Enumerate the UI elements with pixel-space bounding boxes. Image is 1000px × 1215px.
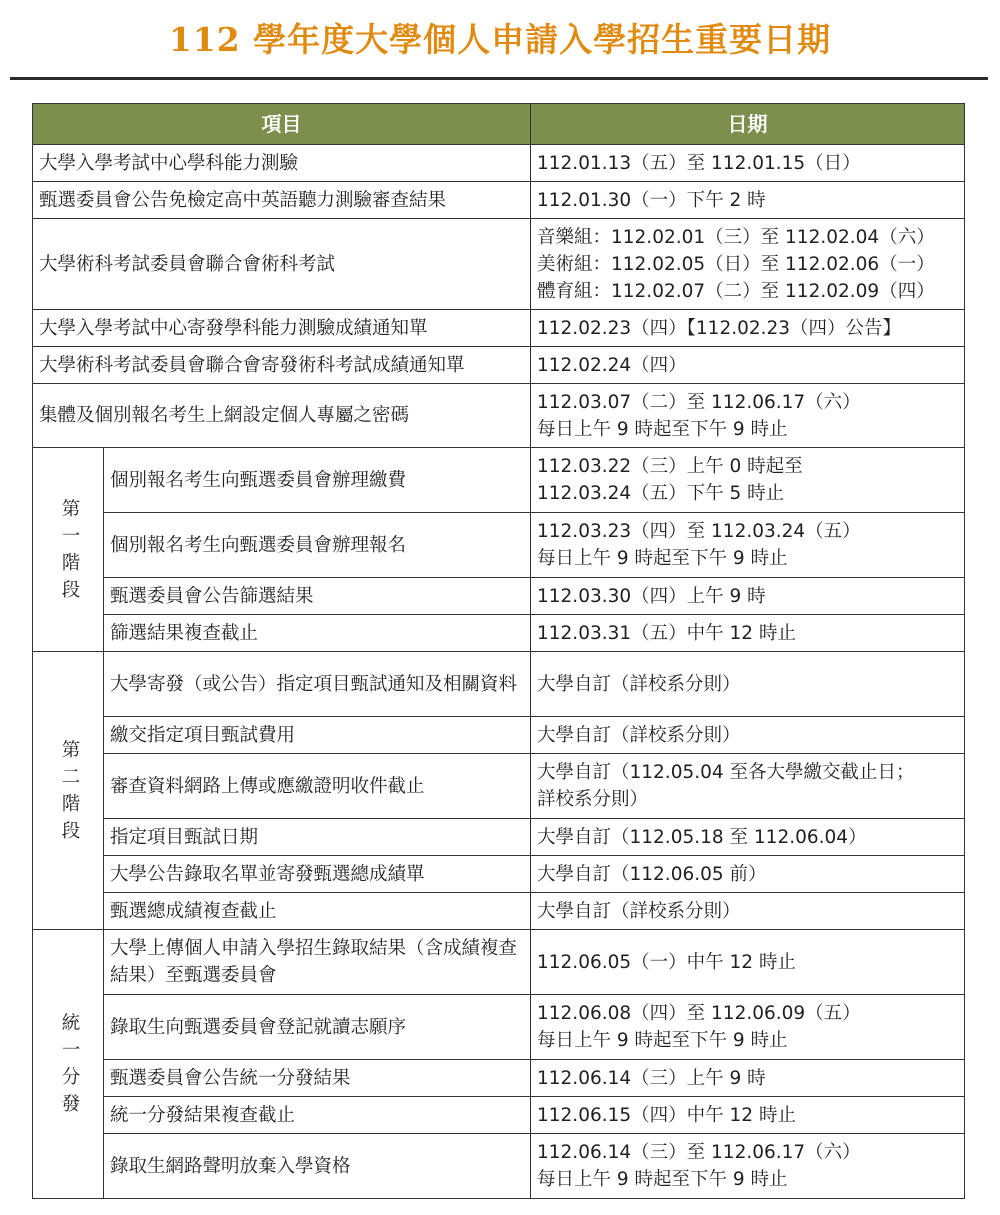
date-cell xyxy=(531,513,965,578)
date-cell xyxy=(531,145,965,182)
date-cell xyxy=(531,819,965,856)
table-row xyxy=(33,1134,965,1199)
table-row xyxy=(33,513,965,578)
date-line: 112.06.05（一）中午 12 時止 xyxy=(537,951,796,973)
date-cell xyxy=(531,384,965,448)
item-cell: 篩選結果複查截止 xyxy=(104,615,531,652)
date-cell xyxy=(531,310,965,347)
date-line: 112.01.30（一）下午 2 時 xyxy=(537,189,766,211)
table-row xyxy=(33,856,965,893)
phase-label xyxy=(33,930,104,1199)
date-line: 大學自訂（112.05.04 至各大學繳交截止日； xyxy=(537,762,915,783)
table-row xyxy=(33,1060,965,1097)
item-cell: 個別報名考生向甄選委員會辦理報名 xyxy=(104,513,531,578)
date-line: 112.02.23（四）【112.02.23（四）公告】 xyxy=(537,317,902,339)
date-line: 112.03.31（五）中午 12 時止 xyxy=(537,622,796,644)
item-cell: 個別報名考生向甄選委員會辦理繳費 xyxy=(104,448,531,513)
date-cell xyxy=(531,578,965,615)
date-line: 每日上午 9 時起至下午 9 時止 xyxy=(537,1030,788,1051)
phase-label xyxy=(33,448,104,652)
date-line: 112.02.24（四） xyxy=(537,354,687,376)
item-cell: 錄取生向甄選委員會登記就讀志願序 xyxy=(104,995,531,1060)
item-cell: 大學上傳個人申請入學招生錄取結果（含成績複查結果）至甄選委員會 xyxy=(104,930,531,995)
table-row xyxy=(33,448,965,513)
item-cell: 統一分發結果複查截止 xyxy=(104,1097,531,1134)
phase-label-text: 第二階段 xyxy=(61,739,81,842)
date-cell xyxy=(531,219,965,310)
date-cell xyxy=(531,347,965,384)
date-line: 112.03.07（二）至 112.06.17（六） xyxy=(537,391,861,413)
date-line: 112.06.08（四）至 112.06.09（五） xyxy=(537,1003,861,1024)
date-line: 112.06.14（三）上午 9 時 xyxy=(537,1067,766,1089)
header-item: 項目 xyxy=(33,104,531,145)
date-line: 112.06.15（四）中午 12 時止 xyxy=(537,1104,796,1126)
page-title: 112 學年度大學個人申請入學招生重要日期 xyxy=(168,20,832,59)
date-line: 112.06.14（三）至 112.06.17（六） xyxy=(537,1142,861,1163)
schedule-table xyxy=(32,103,965,1199)
table-row xyxy=(33,347,965,384)
date-line: 每日上午 9 時起至下午 9 時止 xyxy=(537,418,788,440)
item-cell: 集體及個別報名考生上網設定個人專屬之密碼 xyxy=(33,384,531,448)
item-cell: 繳交指定項目甄試費用 xyxy=(104,717,531,754)
date-line: 112.03.24（五）下午 5 時止 xyxy=(537,483,785,504)
date-cell xyxy=(531,1097,965,1134)
schedule-body xyxy=(33,145,965,1199)
date-line: 112.01.13（五）至 112.01.15（日） xyxy=(537,152,861,174)
date-cell xyxy=(531,1060,965,1097)
item-cell: 甄選委員會公告免檢定高中英語聽力測驗審查結果 xyxy=(33,182,531,219)
date-cell xyxy=(531,856,965,893)
date-line: 音樂組：112.02.01（三）至 112.02.04（六） xyxy=(537,226,935,248)
item-cell: 甄選委員會公告統一分發結果 xyxy=(104,1060,531,1097)
date-line: 112.03.22（三）上午 0 時起至 xyxy=(537,456,803,477)
title-divider xyxy=(10,77,988,80)
date-line: 每日上午 9 時起至下午 9 時止 xyxy=(537,1169,788,1190)
item-cell: 大學入學考試中心學科能力測驗 xyxy=(33,145,531,182)
date-line: 大學自訂（詳校系分則） xyxy=(537,724,741,746)
table-row xyxy=(33,578,965,615)
item-cell: 大學公告錄取名單並寄發甄選總成績單 xyxy=(104,856,531,893)
date-line: 美術組：112.02.05（日）至 112.02.06（一） xyxy=(537,253,935,275)
table-row xyxy=(33,995,965,1060)
date-line: 詳校系分則） xyxy=(537,789,649,810)
phase-label-text: 第一階段 xyxy=(61,498,81,601)
table-row xyxy=(33,819,965,856)
date-cell xyxy=(531,448,965,513)
date-line: 大學自訂（詳校系分則） xyxy=(537,900,741,922)
date-cell xyxy=(531,930,965,995)
item-cell: 審查資料網路上傳或應繳證明收件截止 xyxy=(104,754,531,819)
item-cell: 大學術科考試委員會聯合會寄發術科考試成績通知單 xyxy=(33,347,531,384)
item-cell: 大學術科考試委員會聯合會術科考試 xyxy=(33,219,531,310)
date-cell xyxy=(531,717,965,754)
date-cell xyxy=(531,754,965,819)
table-row xyxy=(33,930,965,995)
date-line: 112.03.23（四）至 112.03.24（五） xyxy=(537,521,861,542)
item-cell: 甄選委員會公告篩選結果 xyxy=(104,578,531,615)
header-date: 日期 xyxy=(531,104,965,145)
date-cell xyxy=(531,182,965,219)
table-row xyxy=(33,615,965,652)
date-line: 體育組：112.02.07（二）至 112.02.09（四） xyxy=(537,280,935,302)
date-line: 大學自訂（112.06.05 前） xyxy=(537,863,767,885)
table-row xyxy=(33,754,965,819)
table-row xyxy=(33,182,965,219)
date-cell xyxy=(531,1134,965,1199)
item-cell: 甄選總成績複查截止 xyxy=(104,893,531,930)
table-row xyxy=(33,652,965,717)
date-line: 112.03.30（四）上午 9 時 xyxy=(537,585,766,607)
date-cell xyxy=(531,615,965,652)
item-cell: 大學入學考試中心寄發學科能力測驗成績通知單 xyxy=(33,310,531,347)
item-cell: 大學寄發（或公告）指定項目甄試通知及相關資料 xyxy=(104,652,531,717)
item-cell: 錄取生網路聲明放棄入學資格 xyxy=(104,1134,531,1199)
table-row xyxy=(33,1097,965,1134)
date-cell xyxy=(531,652,965,717)
table-row xyxy=(33,384,965,448)
phase-label xyxy=(33,652,104,930)
table-row xyxy=(33,145,965,182)
table-header-row xyxy=(33,104,965,145)
table-row xyxy=(33,717,965,754)
phase-label-text: 統一分發 xyxy=(61,1013,81,1115)
date-line: 大學自訂（詳校系分則） xyxy=(537,673,741,695)
item-cell: 指定項目甄試日期 xyxy=(104,819,531,856)
date-cell xyxy=(531,995,965,1060)
table-row xyxy=(33,893,965,930)
date-cell xyxy=(531,893,965,930)
table-row xyxy=(33,219,965,310)
table-row xyxy=(33,310,965,347)
date-line: 每日上午 9 時起至下午 9 時止 xyxy=(537,548,788,569)
date-line: 大學自訂（112.05.18 至 112.06.04） xyxy=(537,826,867,848)
